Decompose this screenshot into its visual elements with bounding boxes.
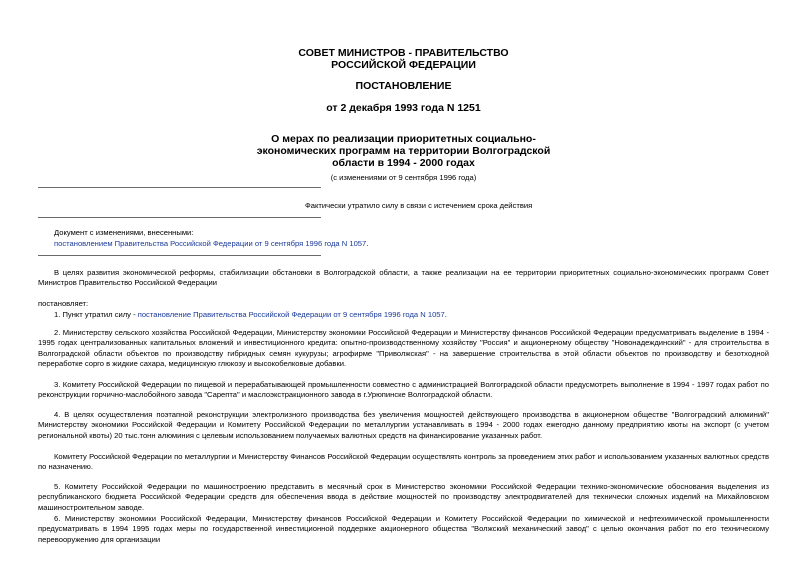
clause-4: 4. В целях осуществления поэтапной реконструкции электролизного производства без увеличения мощностей действующего производства в акционерном обществе "Волгоградский алюминий" Министерству экономики Российской Федерации и Комитету Российской Федерации по металлургии устанавливать в 1994 - 2000 годах ежегодно данному предприятию квоты на экспорт (с учетом региональной квоты) 20 тыс.тонн алюминия с целевым использованием получаемых валютных средств на финансирование указанных работ. [38, 410, 769, 440]
clause-6: 6. Министерству экономики Российской Федерации, Министерству финансов Российской Федерации и Комитету Российской Федерации по химической и нефтехимической промышленности предусматривать в 1994 1995 годах меры по государственной инвестиционной поддержке акционерного общества "Волжский механический завод" с целью окончания работ по его техническому перевооружению для организации [38, 514, 769, 544]
preamble: В целях развития экономической реформы, стабилизации обстановки в Волгоградской области, а также реализации на ее территории приоритетных социально-экономических программ Совет Министров Правительство Российской Федерации [38, 268, 769, 288]
changes-intro: Документ с изменениями, внесенными: [54, 228, 194, 237]
document-date: от 2 декабря 1993 года N 1251 [326, 102, 481, 114]
clause-3: 3. Комитету Российской Федерации по пищевой и перерабатывающей промышленности совместно с администрацией Волгоградской области предусмотреть выполнение в 1994 - 1997 годах работ по реконструкции горчично-маслобойного завода "Сарепта" и маслоэкстракционного завода в г.Урюпинске Волгоградской области. [38, 380, 769, 400]
issuer-line-2: РОССИЙСКОЙ ФЕДЕРАЦИИ [331, 59, 476, 71]
changes-dot: . [366, 239, 369, 248]
divider [38, 217, 321, 218]
clause-1-link[interactable]: постановление Правительства Российской Федерации от 9 сентября 1996 года N 1057 [137, 310, 445, 319]
amendment-note: (с изменениями от 9 сентября 1996 года) [330, 173, 477, 182]
clause-1-prefix: 1. Пункт утратил силу - [54, 310, 138, 319]
changes-line [54, 239, 368, 249]
document-title-line-3: области в 1994 - 2000 годах [332, 157, 475, 169]
clause-2: 2. Министерству сельского хозяйства Российской Федерации, Министерству экономики Российской Федерации и Министерству финансов Российской Федерации предусматривать выделение в 1994 - 1995 годах централизованных капитальных вложений и инвестиционного кредита: опытно-производственному хозяйству "Россия" и акционерному обществу "Новонадеждинский" - для строительства в Волгоградской области объектов по производству гибридных семян кукурузы; агрофирме "Приволжская" - на завершение строительства в этой области объектов по производству и безотходной переработке сорго в жидкие сахара, медицинскую глюкозу и высокобелковые добавки. [38, 328, 769, 369]
decides-label: постановляет: [38, 299, 89, 308]
clause-1-suffix: . [444, 310, 447, 319]
issuer-line-1: СОВЕТ МИНИСТРОВ - ПРАВИТЕЛЬСТВО [298, 47, 509, 59]
document-title-line-2: экономических программ на территории Волгоградской [256, 145, 551, 157]
divider [38, 187, 321, 188]
document-type: ПОСТАНОВЛЕНИЕ [355, 80, 452, 92]
amendment-link[interactable]: постановлением Правительства Российской Федерации от 9 сентября 1996 года N 1057 [54, 239, 367, 248]
clause-5: 5. Комитету Российской Федерации по машиностроению представить в месячный срок в Министерство экономики Российской Федерации технико-экономические обоснования выделения из республиканского бюджета Российской Федерации средств для обеспечения ввода в действие мощностей по производству электродвигателей для технически сложных изделий на Михайловском машиностроительном заводе. [38, 482, 769, 512]
clause-1 [38, 310, 769, 320]
document-title-line-1: О мерах по реализации приоритетных социально- [271, 133, 536, 145]
divider [38, 255, 321, 256]
clause-4-control: Комитету Российской Федерации по металлургии и Министерству Финансов Российской Федерации осуществлять контроль за проведением этих работ и использованием указанных валютных средств по назначению. [38, 452, 769, 472]
expiry-notice: Фактически утратило силу в связи с истечением срока действия [305, 201, 533, 210]
